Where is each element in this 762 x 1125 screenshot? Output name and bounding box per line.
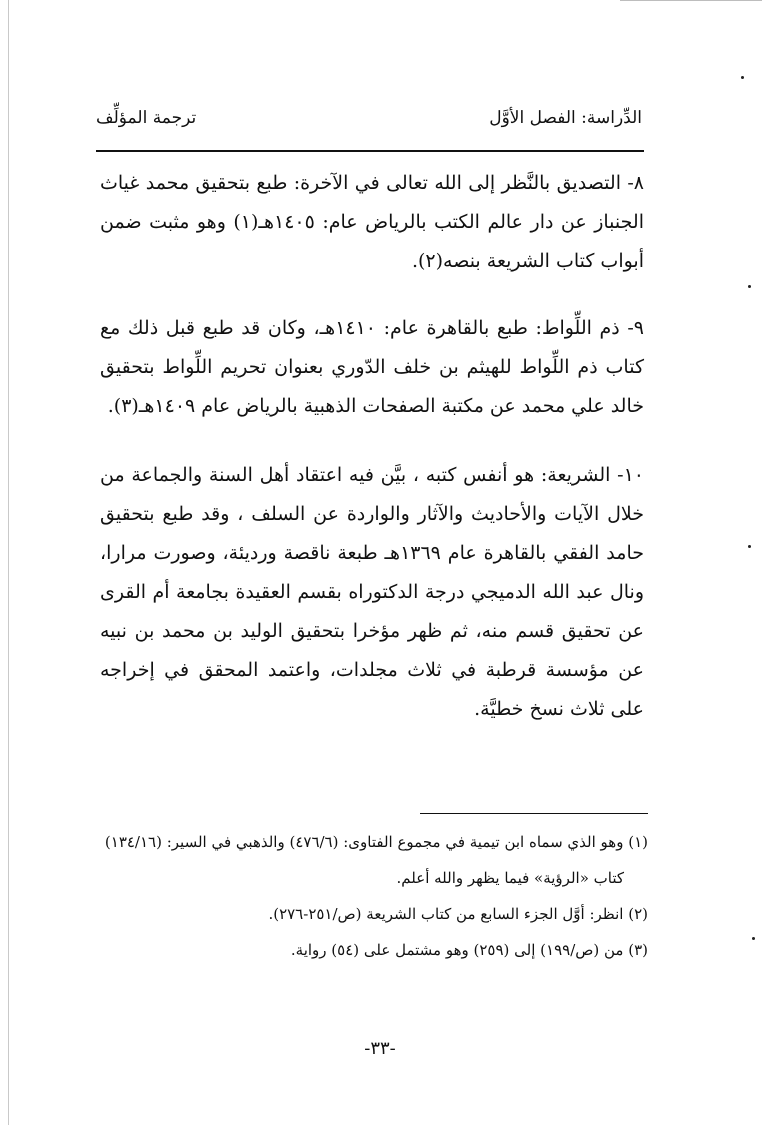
scan-speck: [748, 545, 751, 548]
footnote-1-continuation: كتاب «الرؤية» فيما يظهر والله أعلم.: [396, 869, 624, 887]
scan-speck: [752, 937, 755, 940]
footnote-separator: [420, 813, 648, 814]
header-section-title: ترجمة المؤلِّف: [96, 108, 197, 128]
paragraph-item-9: ٩- ذم اللِّواط: طبع بالقاهرة عام: ١٤١٠هـ، وكان قد طبع قبل ذلك مع كتاب ذم اللِّواط للهيثم بن خلف الدّوري بعنوان تحريم اللِّواط بتحقيق خالد علي محمد عن مكتبة الصفحات الذهبية بالرياض عام ١٤٠٩هـ(٣).: [100, 317, 645, 417]
page-number: -٣٣-: [364, 1038, 396, 1059]
header-chapter-title: الدِّراسة: الفصل الأوَّل: [489, 108, 642, 128]
header-rule: [96, 150, 644, 152]
footnote-2: (٢) انظر: أوَّل الجزء السابع من كتاب الشريعة (ص/٢٥١-٢٧٦).: [268, 905, 648, 923]
scan-speck: [748, 285, 751, 288]
scan-edge-line: [8, 0, 9, 1125]
scan-speck: [741, 76, 744, 79]
running-header: [96, 108, 642, 148]
paragraph-item-10: ١٠- الشريعة: هو أنفس كتبه ، بيَّن فيه اعتقاد أهل السنة والجماعة من خلال الآيات والأحاديث والآثار والواردة عن السلف ، وقد طبع بتحقيق حامد الفقي بالقاهرة عام ١٣٦٩هـ طبعة ناقصة ورديئة، وصورت مرارا، ونال عبد الله الدميجي درجة الدكتوراه بقسم العقيدة بجامعة أم القرى عن تحقيق قسم منه، ثم ظهر مؤخرا بتحقيق الوليد بن محمد بن نبيه عن مؤسسة قرطبة في ثلاث مجلدات، واعتمد المحقق في إخراجه على ثلاث نسخ خطيَّة.: [100, 464, 644, 720]
footnotes: [100, 824, 648, 968]
footnote-1: (١) وهو الذي سماه ابن تيمية في مجموع الفتاوى: (٤٧٦/٦) والذهبي في السير: (١٣٤/١٦): [104, 833, 648, 851]
scan-edge-line-top: [620, 0, 762, 1]
main-text: [100, 164, 644, 757]
footnote-3: (٣) من (ص/١٩٩) إلى (٢٥٩) وهو مشتمل على (٥٤) رواية.: [290, 941, 648, 959]
paragraph-item-8: ٨- التصديق بالنَّظر إلى الله تعالى في الآخرة: طبع بتحقيق محمد غياث الجنباز عن دار عالم الكتب بالرياض عام: ١٤٠٥هـ(١) وهو مثبت ضمن أبواب كتاب الشريعة بنصه(٢).: [100, 172, 644, 272]
